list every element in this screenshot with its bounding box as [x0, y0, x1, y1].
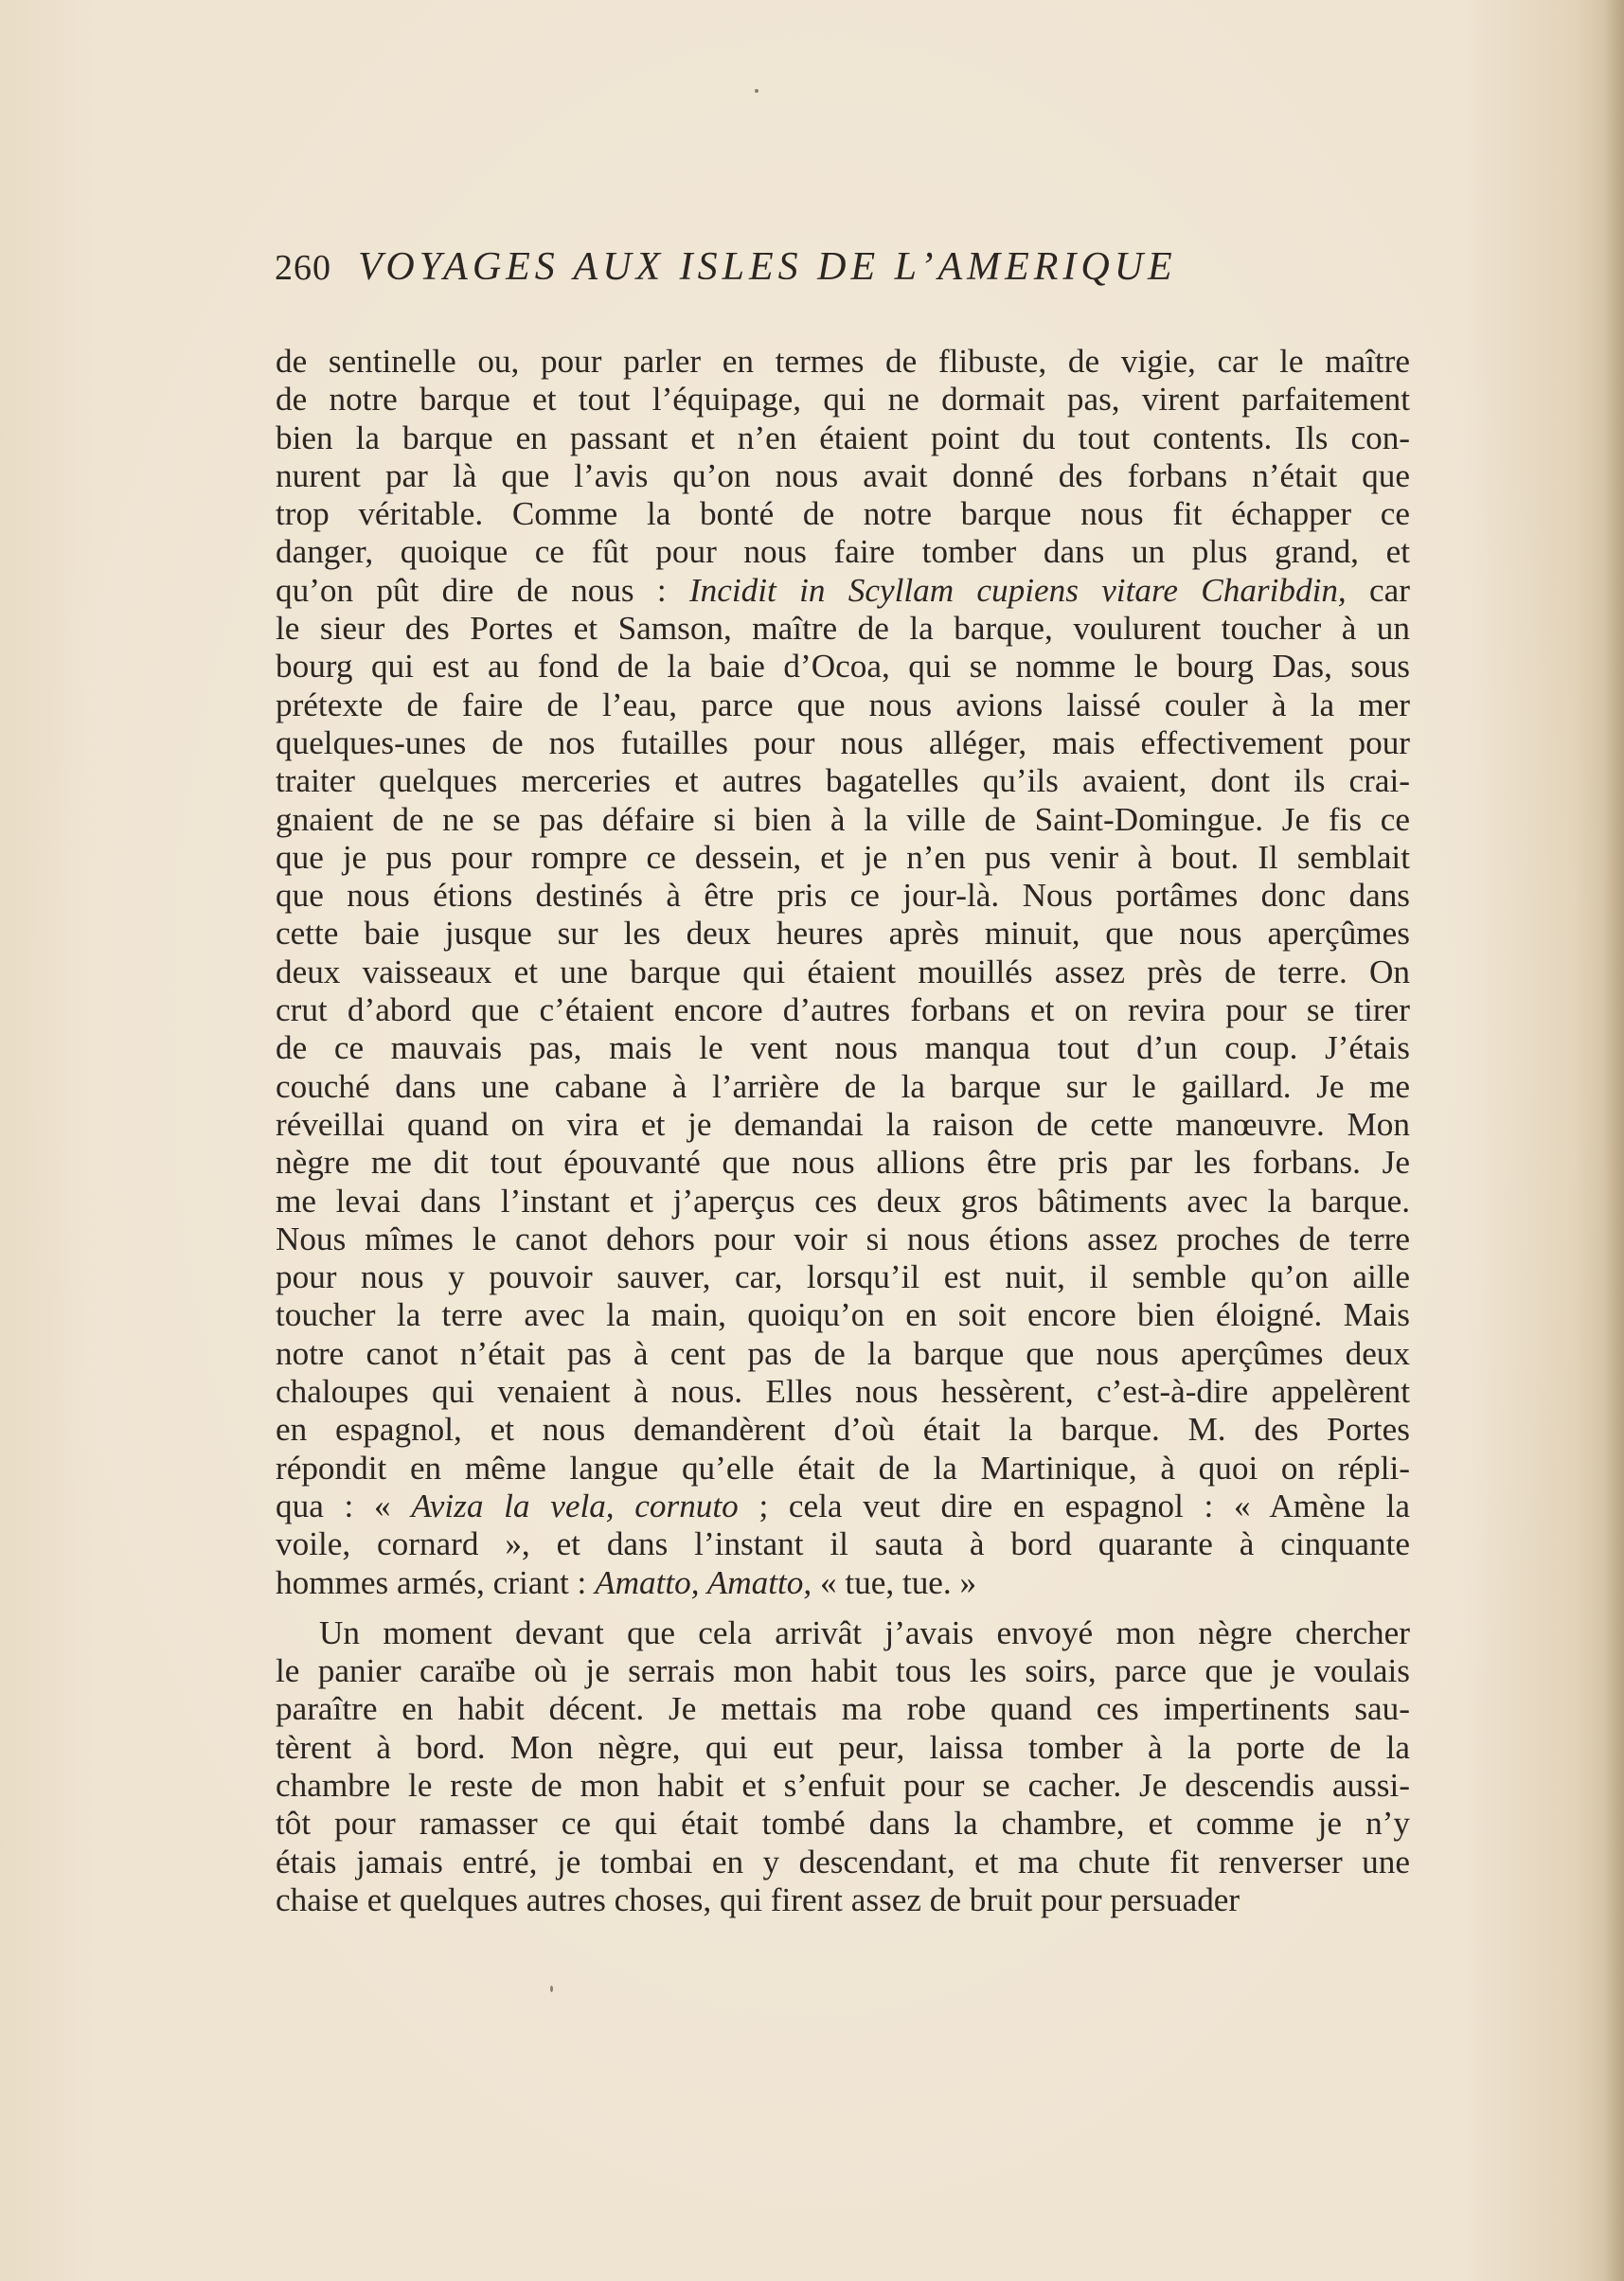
paragraph-1	[276, 343, 1410, 1602]
text-segment: qu’on pût dire de nous :	[276, 571, 689, 609]
text-line: trop véritable. Comme la bonté de notre barque nous fit échapper ce	[276, 495, 1410, 533]
text-line: réveillai quand on vira et je demandai la raison de cette manœuvre. Mon	[276, 1105, 1410, 1143]
text-line: me levai dans l’instant et j’aperçus ces deux gros bâtiments avec la barque.	[276, 1182, 1410, 1220]
text-line: tèrent à bord. Mon nègre, qui eut peur, laissa tomber à la porte de la	[276, 1728, 1410, 1766]
text-line: que je pus pour rompre ce dessein, et je n’en pus venir à bout. Il semblait	[276, 838, 1410, 876]
text-line: nègre me dit tout épouvanté que nous allions être pris par les forbans. Je	[276, 1144, 1410, 1182]
text-line: Un moment devant que cela arrivât j’avais envoyé mon nègre chercher	[319, 1613, 1410, 1651]
text-line	[276, 1564, 1410, 1602]
text-segment: « tue, tue. »	[812, 1563, 977, 1601]
text-line	[276, 1488, 1410, 1525]
text-line: chambre le reste de mon habit et s’enfuit pour se cacher. Je descendis aussi-	[276, 1766, 1410, 1804]
text-line: crut d’abord que c’étaient encore d’autres forbans et on revira pour se tirer	[276, 991, 1410, 1029]
italic-phrase: Incidit in Scyllam cupiens vitare Charibdin,	[688, 571, 1347, 609]
text-line: gnaient de ne se pas défaire si bien à la ville de Saint-Domingue. Je fis ce	[276, 800, 1410, 838]
text-segment: ; cela veut dire en espagnol : « Amène la	[738, 1487, 1411, 1524]
text-segment: qua : «	[276, 1487, 412, 1524]
text-line: étais jamais entré, je tombai en y descendant, et ma chute fit renverser une	[276, 1843, 1410, 1880]
text-line: notre canot n’était pas à cent pas de la barque que nous aperçûmes deux	[276, 1334, 1410, 1372]
text-line: bourg qui est au fond de la baie d’Ocoa, qui se nomme le bourg Das, sous	[276, 648, 1410, 686]
text-line: que nous étions destinés à être pris ce jour-là. Nous portâmes donc dans	[276, 877, 1410, 915]
page-number: 260	[275, 248, 331, 288]
text-line: le sieur des Portes et Samson, maître de la barque, voulurent toucher à un	[276, 610, 1410, 648]
text-line: cette baie jusque sur les deux heures après minuit, que nous aperçûmes	[276, 915, 1410, 953]
text-line: de ce mauvais pas, mais le vent nous manqua tout d’un coup. J’étais	[276, 1029, 1410, 1067]
text-line: deux vaisseaux et une barque qui étaient mouillés assez près de terre. On	[276, 953, 1410, 990]
page-edge-shadow	[1603, 0, 1624, 2281]
text-line: bien la barque en passant et n’en étaient point du tout contents. Ils con-	[276, 419, 1410, 456]
text-line: chaloupes qui venaient à nous. Elles nous hessèrent, c’est-à-dire appelèrent	[276, 1373, 1410, 1411]
paragraph-2	[276, 1614, 1410, 1919]
italic-phrase: Aviza la vela, cornuto	[411, 1487, 739, 1524]
paper-speck	[755, 89, 758, 93]
paper-speck	[550, 1986, 553, 1992]
page-header	[275, 244, 1439, 311]
running-title: VOYAGES AUX ISLES DE L’AMERIQUE	[358, 245, 1177, 289]
text-line: traiter quelques merceries et autres bagatelles qu’ils avaient, dont ils crai-	[276, 762, 1410, 800]
text-line: chaise et quelques autres choses, qui firent assez de bruit pour persuader	[276, 1880, 1240, 1918]
text-line: danger, quoique ce fût pour nous faire tomber dans un plus grand, et	[276, 533, 1410, 571]
text-line: toucher la terre avec la main, quoiqu’on en soit encore bien éloigné. Mais	[276, 1296, 1410, 1334]
text-line: répondit en même langue qu’elle était de la Martinique, à quoi on répli-	[276, 1449, 1410, 1487]
text-line: en espagnol, et nous demandèrent d’où était la barque. M. des Portes	[276, 1411, 1410, 1449]
text-line: voile, cornard », et dans l’instant il sauta à bord quarante à cinquante	[276, 1525, 1410, 1563]
text-line	[276, 572, 1410, 610]
body-text	[276, 343, 1410, 1919]
text-segment: hommes armés, criant :	[276, 1563, 596, 1601]
text-line: Nous mîmes le canot dehors pour voir si nous étions assez proches de terre	[276, 1220, 1410, 1257]
text-line: couché dans une cabane à l’arrière de la barque sur le gaillard. Je me	[276, 1067, 1410, 1105]
text-line: de sentinelle ou, pour parler en termes de flibuste, de vigie, car le maître	[276, 343, 1410, 380]
text-line: quelques-unes de nos futailles pour nous alléger, mais effectivement pour	[276, 723, 1410, 761]
text-line: pour nous y pouvoir sauver, car, lorsqu’il est nuit, il semble qu’on aille	[276, 1258, 1410, 1296]
text-line: de notre barque et tout l’équipage, qui ne dormait pas, virent parfaitement	[276, 381, 1410, 419]
text-line: tôt pour ramasser ce qui était tombé dans la chambre, et comme je n’y	[276, 1805, 1410, 1843]
italic-phrase: Amatto, Amatto,	[595, 1563, 812, 1601]
text-segment: car	[1346, 571, 1410, 609]
text-line: prétexte de faire de l’eau, parce que nous avions laissé couler à la mer	[276, 686, 1410, 723]
paragraph-gap	[276, 1602, 1410, 1614]
text-line: nurent par là que l’avis qu’on nous avait donné des forbans n’était que	[276, 456, 1410, 494]
text-line: paraître en habit décent. Je mettais ma robe quand ces impertinents sau-	[276, 1690, 1410, 1728]
text-line: le panier caraïbe où je serrais mon habit tous les soirs, parce que je voulais	[276, 1652, 1410, 1690]
